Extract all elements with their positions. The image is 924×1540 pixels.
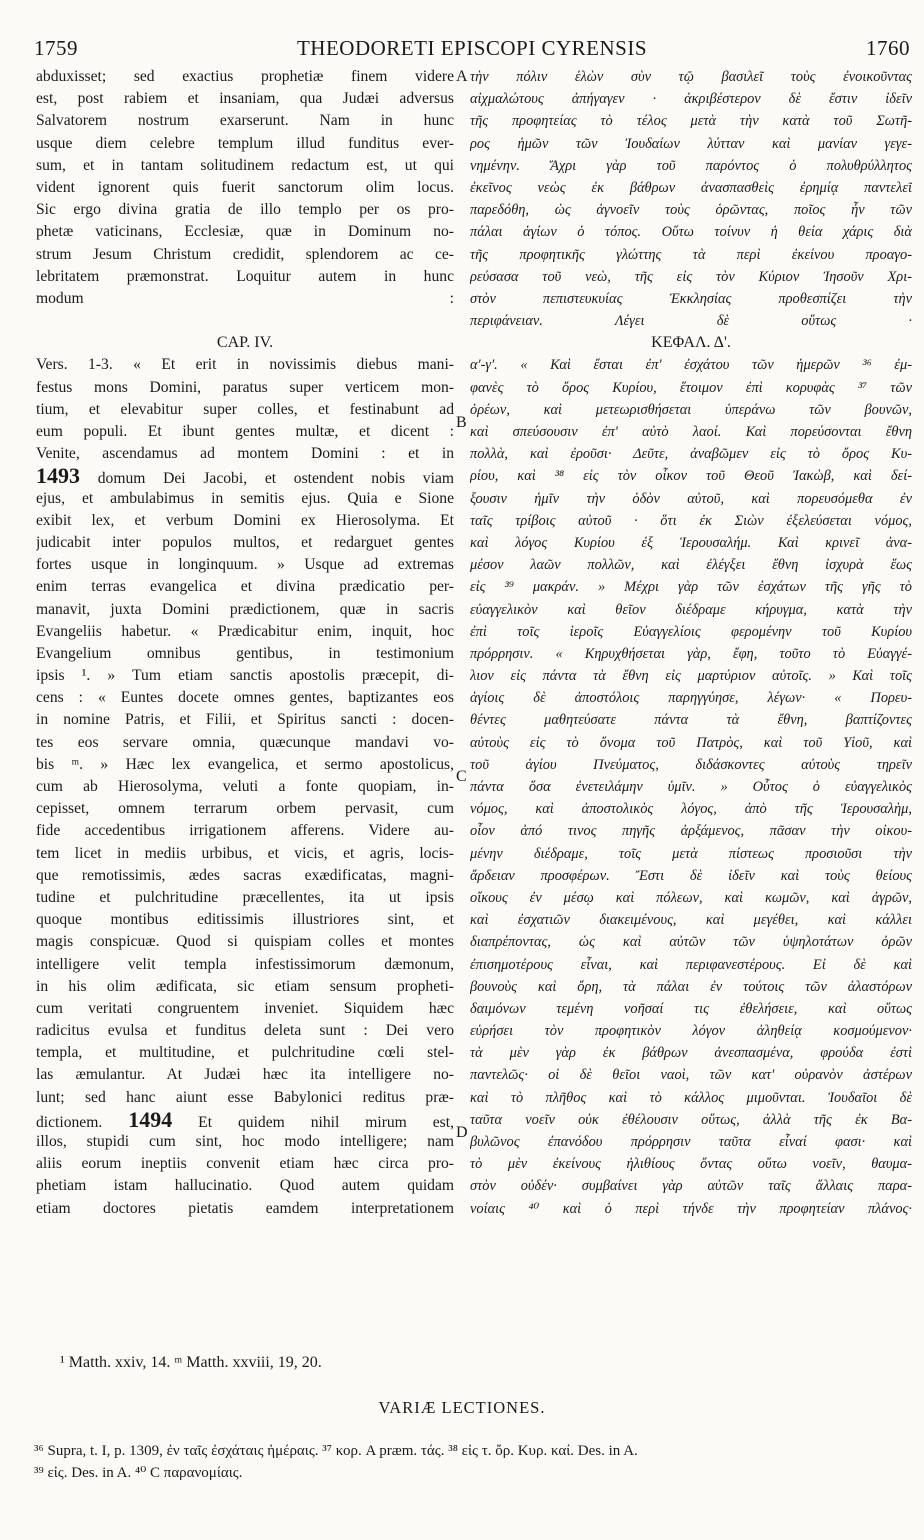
text-line: magis conspicuæ. Quod si quispiam colles et montes <box>36 933 454 951</box>
text-line: 1493 domum Dei Jacobi, et ostendent nobis viam <box>36 465 454 488</box>
text-line: las æmulantur. At Judæi hæc ita intelligere no- <box>36 1066 454 1084</box>
text-line: διαπρέποντας, ὡς καὶ αὐτῶν τῶν ὑψηλοτάτων ὀρῶν <box>470 934 912 951</box>
text-line: quoque montibus editissimis illustriores sint, et <box>36 911 454 929</box>
text-line: φανὲς τὸ ὄρος Κυρίου, ἕτοιμον ἐπὶ κορυφὰς ³⁷ τῶν <box>470 379 912 396</box>
text-line: dictionem. 1494 Et quidem nihil mirum est, <box>36 1108 454 1131</box>
text-line: στὸν πεπιστευκυίας Ἐκκλησίας προθεσπίζει τὴν <box>470 290 912 307</box>
text-line: ρος ἡμῶν τῶν Ἰουδαίων λύτταν καὶ μανίαν γεγε- <box>470 135 912 152</box>
text-line: enim terras evangelica et divina prædicatio per- <box>36 578 454 596</box>
text-line: tes eos servare omnia, quæcunque mandavi vo- <box>36 733 454 751</box>
text-line: ἁγίοις δὲ ἀποστόλοις παρηγγύησε, λέγων· « Πορευ- <box>470 690 912 707</box>
margin-letter-b: B <box>456 414 467 431</box>
page-number-left: 1759 <box>34 36 78 60</box>
text-line: αἰχμαλώτους ἀπήγαγεν · ἀκριβέστερον δὲ ἔστιν ἰδεῖν <box>470 91 912 108</box>
text-line: aliis eorum ineptiis convenit etiam hæc circa pro- <box>36 1155 454 1173</box>
text-line: fide accedentibus irrigationem afferens. Videre au- <box>36 822 454 840</box>
text-line: μένην διέδραμε, τοῖς μετὰ πίστεως προσιοῦσι τὴν <box>470 845 912 862</box>
text-line: radicitus evulsa et funditus deleta sunt : Dei vero <box>36 1022 454 1040</box>
text-line: cepisset, omnem terrarum orbem pervasit, cum <box>36 800 454 818</box>
text-line: manavit, juxta Domini prædictionem, quæ in sacris <box>36 600 454 618</box>
text-line: cens : « Euntes docete omnes gentes, baptizantes eos <box>36 689 454 707</box>
text-line: festus mons Domini, paratus super verticem mon- <box>36 378 454 396</box>
text-line: Salvatorem nostrum exarserunt. Nam in hunc <box>36 112 454 130</box>
text-line: α'-γ'. « Καὶ ἔσται ἐπ' ἐσχάτου τῶν ἡμερῶν ³⁶ ἐμ- <box>470 357 912 374</box>
text-line: ipsis ¹. » Tum etiam sanctis apostolis præcepit, di- <box>36 667 454 685</box>
text-line: CAP. IV. <box>216 334 274 352</box>
text-line: in his olim ædificata, sic etiam sensum propheti- <box>36 977 454 995</box>
text-line: phetæ vaticinans, Ecclesiæ, quæ in Dominum no- <box>36 223 454 241</box>
text-line: βυλῶνος ἐπανόδου πρόρρησιν ταῦτα εἶναί φασι· καὶ <box>470 1134 912 1150</box>
text-line: templa, et multitudine, et pulchritudine cœli stel- <box>36 1044 454 1062</box>
text-line: lunt; sed hanc aiunt esse Babylonici reditus præ- <box>36 1088 454 1106</box>
text-line: τοῦ ἁγίου Πνεύματος, διδάσκοντες αὐτοὺς τηρεῖν <box>470 756 912 773</box>
text-line: ἐκεῖνος νεὼς ἐκ βάθρων ἀνασπασθεὶς ἐρημίᾳ παντελεῖ <box>470 179 912 196</box>
text-line: ejus, et ambulabimus in semitis ejus. Quia e Sione <box>36 489 454 507</box>
text-line: ταῖς τρίβοις αὐτοῦ · ὅτι ἐκ Σιὼν ἐξελεύσεται νόμος, <box>470 512 912 529</box>
text-line: καὶ τὸ πλῆθος καὶ τὸ κάλλος μιμοῦνται. Ἰουδαῖοι δὲ <box>470 1089 912 1106</box>
text-line: καὶ λόγος Κυρίου ἐξ Ἱερουσαλήμ. Καὶ κρινεῖ ἀνα- <box>470 534 912 551</box>
running-header <box>34 36 910 64</box>
text-line: ταῦτα νοεῖν οὐκ ἐθέλουσιν οὕτως, ἀλλὰ τῆς ἐκ Βα- <box>470 1111 912 1128</box>
text-line: fortes usque in longinquum. » Usque ad extremas <box>36 556 454 574</box>
text-line: Evangeliis habetur. « Prædicabitur enim, inquit, hoc <box>36 622 454 640</box>
text-line: etiam doctores pietatis eamdem interpretationem <box>36 1199 454 1217</box>
text-line: modum : <box>36 289 454 307</box>
text-line: νημένην. Ἄχρι γὰρ τοῦ παρόντος ὁ πολυθρύλλητος <box>470 157 912 174</box>
text-line: τὸ μὲν ἐκείνους ἠλιθίους ὄντας οὕτω νοεῖν, θαυμα- <box>470 1156 912 1173</box>
text-line: παρεδόθη, ὡς ἀγνοεῖν τοὺς ὁρῶντας, ποῖος ἦν τῶν <box>470 202 912 219</box>
text-line: Venite, ascendamus ad montem Domini : et in <box>36 445 454 463</box>
variant-readings <box>34 1440 894 1484</box>
text-line: πάντα ὅσα ἐνετειλάμην ὑμῖν. » Οὗτος ὁ εὐαγγελικὸς <box>470 779 912 795</box>
margin-letter-c: C <box>456 768 467 785</box>
text-line: περιφάνειαν. Λέγει δὲ οὕτως · <box>470 313 912 330</box>
text-line: ΚΕΦΑΛ. Δ'. <box>651 334 731 352</box>
running-title: THEODORETI EPISCOPI CYRENSIS <box>296 36 648 60</box>
text-line: οἴκους ἐν μέσῳ καὶ πόλεων, καὶ κωμῶν, καὶ ἀγρῶν, <box>470 889 912 906</box>
text-line: μέσον λαῶν πολλῶν, καὶ ἐλέγξει ἔθνη ἰσχυρὰ ἕως <box>470 557 912 574</box>
text-line: ἐπισημοτέρους εἶναι, καὶ περιφανεστέρους. Εἰ δὲ καὶ <box>470 956 912 973</box>
text-line: πάλαι ἁγίων ὁ τόπος. Οὕτω τοίνυν ἡ θεία χάρις διὰ <box>470 224 912 241</box>
margin-letter-a: A <box>456 68 468 85</box>
text-line: vident ignorent quis fuerit sanctorum olim locus. <box>36 178 454 196</box>
text-line: λιον εἰς πάντα τὰ ἔθνη εἰς μαρτύριον αὐτοῖς. » Καὶ τοῖς <box>470 668 912 685</box>
text-line: τὰ μὲν γὰρ ἐκ βάθρων ἀνεσπασμένα, φρούδα ἐστὶ <box>470 1045 912 1062</box>
text-line: πολλὰ, καὶ ἐροῦσι· Δεῦτε, ἀναβῶμεν εἰς τὸ ὄρος Κυ- <box>470 446 912 463</box>
text-line: καὶ σπεύσουσιν ἐπ' αὐτὸ λαοί. Καὶ πορεύσονται ἔθνη <box>470 424 912 440</box>
text-line: δαιμόνων τεμένη νοῆσαί τις ἐθελήσειε, καὶ οὕτως <box>470 1000 912 1017</box>
text-line: αὐτοὺς εἰς τὸ ὄνομα τοῦ Πατρὸς, καὶ τοῦ Υἱοῦ, καὶ <box>470 734 912 751</box>
text-line: στὸν οὐδέν· συμβαίνει γὰρ αὐτῶν ταῖς ἄλλαις παρα- <box>470 1178 912 1195</box>
text-line: νοίαις ⁴⁰ καὶ ὁ περὶ τήνδε τὴν προφητείαν πλάνος· <box>470 1200 912 1217</box>
text-line: lebritatem præmonstrat. Loquitur autem in hunc <box>36 267 454 285</box>
text-line: in nomine Patris, et Filii, et Spiritus sancti : docen- <box>36 711 454 729</box>
text-line: εὑρήσει τὸν προφητικὸν λόγον ἀληθείᾳ κοσμούμενον· <box>470 1023 912 1040</box>
text-line: πρόρρησιν. « Κηρυχθήσεται γὰρ, ἔφη, τοῦτο τὸ Εὐαγγέ- <box>470 645 912 662</box>
text-line: eum populi. Et ibunt gentes multæ, et dicent : <box>36 423 454 440</box>
variants-heading: VARIÆ LECTIONES. <box>378 1398 546 1417</box>
text-line: εὐαγγελικὸν καὶ θεῖον διέδραμε κήρυγμα, κατὰ τὴν <box>470 601 912 618</box>
text-line: judicabit inter populos multos, et redarguet gentes <box>36 533 454 551</box>
text-line: ὀρέων, καὶ μετεωρισθήσεται ὑπεράνω τῶν βουνῶν, <box>470 401 912 418</box>
text-line: phetiam istam hallucinatio. Quod autem quidam <box>36 1177 454 1195</box>
text-line: οἷον ἀπό τινος πηγῆς ἀρξάμενος, πᾶσαν τὴν οἰκου- <box>470 823 912 840</box>
greek-column <box>470 66 912 1220</box>
text-line: strum Jesum Christum credidit, splendorem ac ce- <box>36 245 454 263</box>
text-line: ρεύσασα τοῦ νεὼ, τῆς εἰς τὸν Κύριον Ἰησοῦν Χρι- <box>470 268 912 285</box>
text-line <box>36 310 454 332</box>
text-line: βουνοὺς καὶ ὄρη, τὰ πάλαι ἐν τούτοις τῶν ἀλαστόρων <box>470 978 912 995</box>
text-line: ξουσιν ἡμῖν τὴν ὁδὸν αὐτοῦ, καὶ πορευσόμεθα ἐν <box>470 490 912 507</box>
text-line: ἄρδειαν προσφέρων. Ἔστι δὲ ἰδεῖν καὶ τοὺς θείους <box>470 867 912 884</box>
text-line: est, post rabiem et insaniam, qua Judæi adversus <box>36 90 454 108</box>
text-line: τὴν πόλιν ἑλὼν σὺν τῷ βασιλεῖ τοὺς ἐνοικοῦντας <box>470 69 912 85</box>
text-line: εἰς ³⁹ μακράν. » Μέχρι γὰρ τῶν ἐσχάτων τῆς γῆς τὸ <box>470 579 912 596</box>
text-line: θέντες μαθητεύσατε πάντα τὰ ἔθνη, βαπτίζοντες <box>470 712 912 729</box>
text-line: sum, et in tantam solitudinem redactum est, ut qui <box>36 156 454 174</box>
text-line: ἐπὶ τοῖς ἱεροῖς Εὐαγγελίοις φερομένην τοῦ Κυρίου <box>470 623 912 640</box>
text-line: νόμος, καὶ ἀποστολικὸς λόγος, ἀπὸ τῆς Ἱερουσαλὴμ, <box>470 801 912 818</box>
footnote: ¹ Matth. xxiv, 14. ᵐ Matth. xxviii, 19, 20. <box>60 1354 322 1371</box>
text-line: usque diem celebre templum illud funditus ever- <box>36 134 454 152</box>
text-line: cum veritati congruentem inveniet. Siquidem hæc <box>36 999 454 1017</box>
text-line: ρίου, καὶ ³⁸ εἰς τὸν οἶκον τοῦ Θεοῦ Ἰακὼβ, καὶ δεί- <box>470 468 912 485</box>
text-line: intelligere velit templa infestissimorum dæmonum, <box>36 955 454 973</box>
text-line: tem licet in mediis urbibus, et vicis, et agris, locis- <box>36 844 454 862</box>
text-line: καὶ ἐσχατιῶν διακειμένους, καὶ μεγέθει, καὶ κάλλει <box>470 912 912 929</box>
text-line: τῆς προφητείας τὸ τέλος μετὰ τὴν κατὰ τοῦ Σωτῆ- <box>470 113 912 130</box>
text-line: abduxisset; sed exactius prophetiæ finem videre <box>36 68 454 85</box>
text-line: bis ᵐ. » Hæc lex evangelica, et sermo apostolicus, <box>36 755 454 773</box>
column-page-number: 1494 <box>128 1108 173 1131</box>
text-line: exibit lex, et verbum Domini ex Hierosolyma. Et <box>36 511 454 529</box>
page-number-right: 1760 <box>866 36 910 60</box>
variant-line: ³⁶ Supra, t. I, p. 1309, ἐν ταῖς ἐσχάταις ἡμέραις. ³⁷ κορ. A præm. τάς. ³⁸ εἰς τ. ὄρ. Κυρ. καί. Des. in A. <box>34 1443 638 1459</box>
text-line: Vers. 1-3. « Et erit in novissimis diebus mani- <box>36 356 454 374</box>
column-page-number: 1493 <box>36 465 80 488</box>
text-line: cum ab Hierosolyma, veluti a fonte quopiam, in- <box>36 778 454 795</box>
text-line: que remotissimis, ædes sacras exædificatas, magni- <box>36 866 454 884</box>
margin-letter-d: D <box>456 1124 468 1141</box>
latin-column <box>36 66 454 1220</box>
text-line: τῆς προφητικῆς γλώττης τὰ περὶ ἐκείνου προαγο- <box>470 246 912 263</box>
text-line: tudine et pulchritudine præcellentes, ita ut ipsis <box>36 888 454 906</box>
text-line: tium, et elevabitur super colles, et festinabunt ad <box>36 400 454 418</box>
text-line: Sic ergo divina gratia de illo templo per os pro- <box>36 201 454 219</box>
text-line: παντελῶς· οἱ δὲ θεῖοι ναοὶ, τῶν κατ' οὐρανὸν ἀστέρων <box>470 1067 912 1084</box>
text-line: Evangelium omnibus gentibus, in testimonium <box>36 644 454 662</box>
variant-line: ³⁹ εἰς. Des. in A. ⁴⁰ C παρανομίαις. <box>34 1465 243 1481</box>
text-line: illos, stupidi cum sint, hoc modo intelligere; nam <box>36 1133 454 1150</box>
